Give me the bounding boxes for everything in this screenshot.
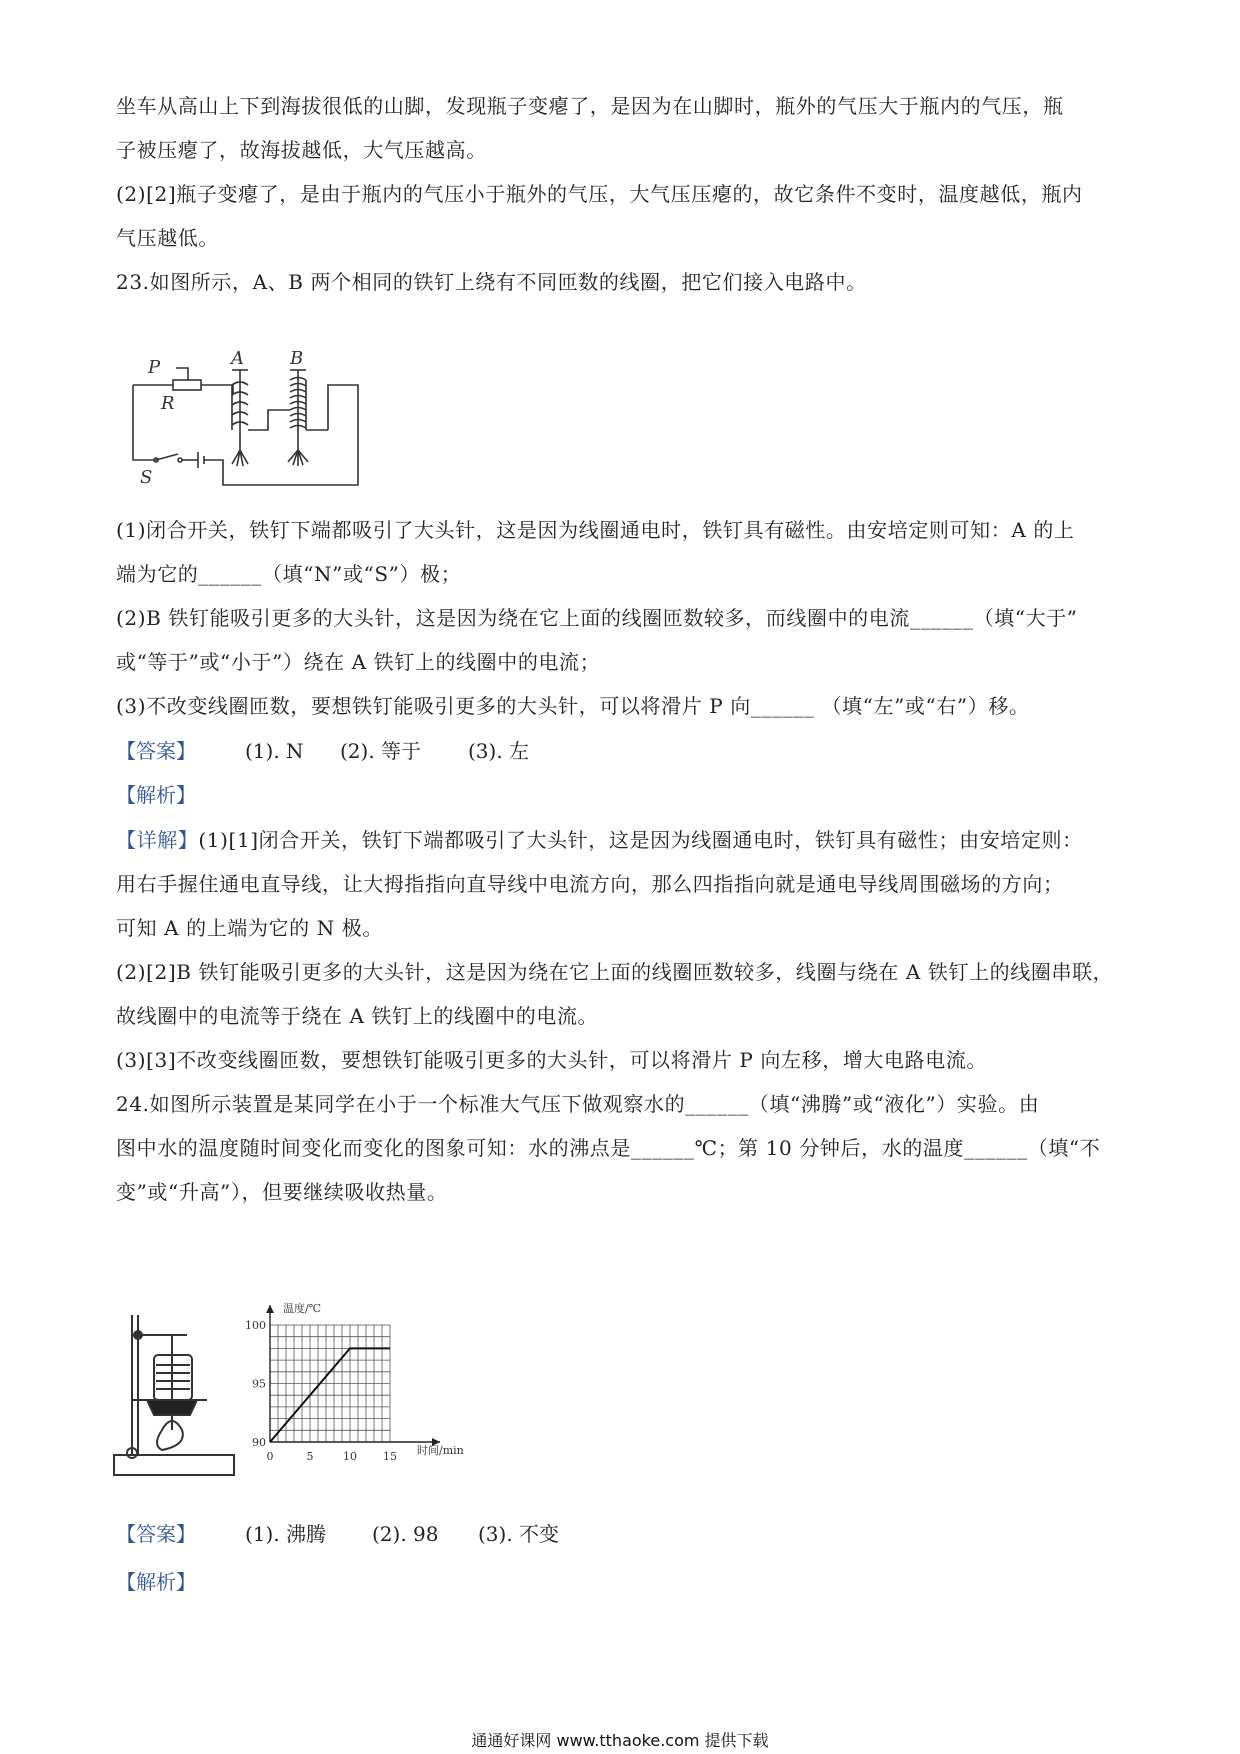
detail-line bbox=[116, 826, 1136, 854]
label-R: R bbox=[161, 393, 175, 414]
detail-line: 可知 A 的上端为它的 N 极。 bbox=[116, 916, 383, 940]
answer-item: (3). 左 bbox=[468, 739, 530, 763]
label-S: S bbox=[140, 467, 153, 488]
question-23-part2: 或“等于”或“小于”）绕在 A 铁钉上的线圈中的电流； bbox=[116, 650, 601, 674]
y-tick-label: 95 bbox=[252, 1377, 266, 1391]
detail-line: 用右手握住通电直导线，让大拇指指向直导线中电流方向，那么四指指向就是通电导线周围磁场的方向； bbox=[116, 872, 1064, 896]
detail-line: 故线圈中的电流等于绕在 A 铁钉上的线圈中的电流。 bbox=[116, 1004, 599, 1028]
y-axis-arrow bbox=[266, 1305, 274, 1313]
chart-grid bbox=[270, 1325, 390, 1442]
y-tick-label: 90 bbox=[252, 1436, 266, 1449]
question-24-stem: 图中水的温度随时间变化而变化的图象可知：水的沸点是______℃；第 10 分钟后，水的温度______（填“不 bbox=[116, 1136, 1101, 1160]
boiling-apparatus-illustration bbox=[112, 1305, 242, 1485]
answer-tag: 【答案】 bbox=[116, 1522, 196, 1546]
y-tick-label: 100 bbox=[245, 1319, 266, 1332]
paragraph-line: (2)[2]瓶子变瘪了，是由于瓶内的气压小于瓶外的气压，大气压压瘪的，故它条件不变时，温度越低，瓶内 bbox=[116, 182, 1083, 206]
question-23-part3: (3)不改变线圈匝数，要想铁钉能吸引更多的大头针，可以将滑片 P 向______ （填“左”或“右”）移。 bbox=[116, 694, 1030, 718]
chart-ylabel: 温度/℃ bbox=[283, 1302, 322, 1315]
x-tick-label: 0 bbox=[266, 1450, 274, 1463]
analysis-tag: 【解析】 bbox=[116, 1570, 196, 1594]
analysis-tag: 【解析】 bbox=[116, 783, 196, 807]
question-23-part1: (1)闭合开关，铁钉下端都吸引了大头针，这是因为线圈通电时，铁钉具有磁性。由安培定则可知：A 的上 bbox=[116, 518, 1075, 542]
question-24-stem: 24.如图所示装置是某同学在小于一个标准大气压下做观察水的______（填“沸腾”或“液化”）实验。由 bbox=[116, 1092, 1040, 1116]
x-tick-label: 15 bbox=[383, 1450, 397, 1463]
label-P: P bbox=[148, 357, 161, 378]
label-B: B bbox=[290, 350, 304, 369]
chart-axes bbox=[266, 1305, 440, 1446]
answer-item: (1). 沸腾 bbox=[245, 1522, 327, 1546]
x-tick-label: 5 bbox=[306, 1450, 314, 1463]
detail-text: (1)[1]闭合开关，铁钉下端都吸引了大头针，这是因为线圈通电时，铁钉具有磁性；由安培定则： bbox=[198, 828, 1083, 852]
detail-line: (3)[3]不改变线圈匝数，要想铁钉能吸引更多的大头针，可以将滑片 P 向左移，增大电路电流。 bbox=[116, 1048, 988, 1072]
question-23-stem: 23.如图所示，A、B 两个相同的铁钉上绕有不同匝数的线圈，把它们接入电路中。 bbox=[116, 270, 867, 294]
detail-tag: 【详解】 bbox=[116, 828, 199, 852]
question-24-stem: 变”或“升高”），但要继续吸收热量。 bbox=[116, 1180, 448, 1204]
circuit-diagram bbox=[128, 350, 368, 500]
answer-item: (1). N bbox=[245, 739, 304, 763]
question-23-part1: 端为它的______（填“N”或“S”）极； bbox=[116, 562, 462, 586]
paragraph-line: 子被压瘪了，故海拔越低，大气压越高。 bbox=[116, 138, 487, 162]
answer-item: (2). 98 bbox=[372, 1522, 439, 1546]
answer-item: (2). 等于 bbox=[340, 739, 422, 763]
label-A: A bbox=[231, 350, 244, 369]
question-23-part2: (2)B 铁钉能吸引更多的大头针，这是因为绕在它上面的线圈匝数较多，而线圈中的电流______（填“大于” bbox=[116, 606, 1078, 630]
paragraph-line: 坐车从高山上下到海拔很低的山脚，发现瓶子变瘪了，是因为在山脚时，瓶外的气压大于瓶内的气压，瓶 bbox=[116, 94, 1064, 118]
temperature-time-chart bbox=[245, 1300, 485, 1500]
answer-item: (3). 不变 bbox=[478, 1522, 560, 1546]
detail-line: (2)[2]B 铁钉能吸引更多的大头针，这是因为绕在它上面的线圈匝数较多，线圈与绕在 A 铁钉上的线圈串联， bbox=[116, 960, 1114, 984]
page-footer: 通通好课网 www.tthaoke.com 提供下载 bbox=[471, 1731, 769, 1750]
x-tick-label: 10 bbox=[343, 1450, 357, 1463]
answer-tag: 【答案】 bbox=[116, 739, 196, 763]
paragraph-line: 气压越低。 bbox=[116, 226, 219, 250]
chart-xlabel: 时间/min bbox=[417, 1444, 464, 1457]
